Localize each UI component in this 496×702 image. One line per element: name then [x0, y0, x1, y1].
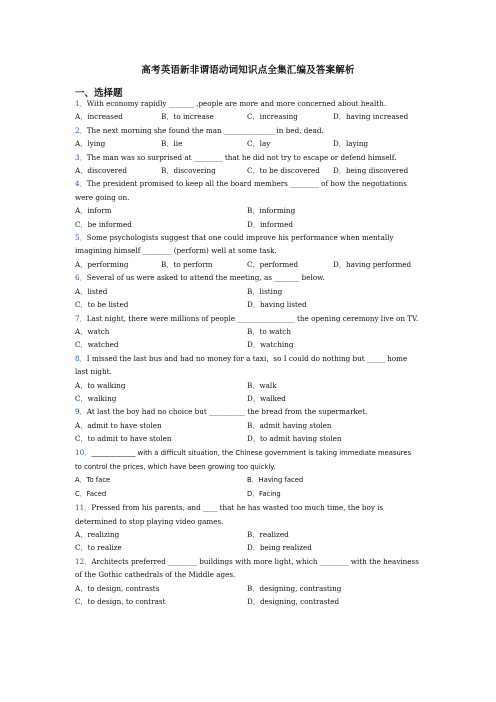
option-a[interactable]: A．inform	[75, 206, 112, 216]
question-number: 8．	[75, 353, 87, 363]
option-d[interactable]: D．informed	[247, 219, 293, 229]
option-b[interactable]: B．to perform	[161, 259, 213, 269]
section-heading: 一、选择题	[75, 88, 123, 99]
option-c[interactable]: C．to be listed	[75, 300, 129, 310]
options-row	[75, 204, 420, 217]
question-9	[75, 405, 420, 418]
question-number: 3．	[75, 152, 87, 162]
question-7	[75, 312, 420, 325]
option-b[interactable]: B．lie	[161, 139, 183, 149]
option-a[interactable]: A．lying	[75, 139, 106, 149]
option-d[interactable]: D．having performed	[333, 259, 412, 269]
question-number: 10．	[75, 447, 92, 457]
options-row	[75, 110, 420, 123]
question-stem: I missed the last bus and had no money for a taxi，so I could do nothing but _____ home last night.	[75, 353, 408, 377]
question-number: 2．	[75, 125, 87, 135]
option-a[interactable]: A．performing	[75, 259, 129, 269]
options-row	[75, 164, 420, 177]
option-d[interactable]: D．having increased	[333, 112, 409, 122]
option-c[interactable]: C．lay	[247, 139, 271, 149]
question-number: 12．	[75, 556, 92, 566]
options-row	[75, 137, 420, 150]
options-row	[75, 432, 420, 445]
question-8	[75, 352, 420, 379]
options-row	[75, 419, 420, 432]
question-stem: _____________ with a difficult situation, the Chinese government is taking immediate measures to control the prices, which have been growing too quickly.	[75, 448, 412, 471]
option-d[interactable]: D．laying	[333, 139, 369, 149]
option-a[interactable]: A．to walking	[75, 380, 126, 390]
option-c[interactable]: C．Faced	[75, 489, 107, 498]
option-b[interactable]: B．admit having stolen	[247, 420, 332, 430]
option-a[interactable]: A．watch	[75, 326, 110, 336]
option-d[interactable]: D．being discovered	[333, 166, 409, 176]
option-d[interactable]: D．Facing	[247, 489, 281, 498]
option-b[interactable]: B．discovering	[161, 166, 216, 176]
question-stem: The man was so surprised at ________ that he did not try to escape or defend himself.	[86, 152, 397, 162]
question-stem: The president promised to keep all the board members ________ of how the negotiations were going on.	[75, 179, 407, 202]
option-a[interactable]: A．increased	[75, 112, 123, 122]
option-a[interactable]: A．admit to have stolen	[75, 420, 162, 430]
question-12	[75, 555, 420, 582]
options-row	[75, 595, 420, 608]
question-number: 7．	[75, 313, 87, 323]
question-2	[75, 124, 420, 137]
option-b[interactable]: B．designing, contrasting	[247, 583, 342, 593]
question-stem: Some psychologists suggest that one could improve his performance when mentally imagining himself ________ (perform) well at some task.	[75, 233, 394, 256]
options-row	[75, 285, 420, 298]
option-c[interactable]: C．be informed	[75, 219, 132, 229]
question-list	[75, 97, 420, 608]
document-title: 高考英语新非谓语动词知识点全集汇编及答案解析	[141, 65, 355, 76]
option-a[interactable]: A．to design, contrasts	[75, 583, 160, 593]
option-c[interactable]: C．to be discovered	[247, 166, 320, 176]
option-b[interactable]: B．to watch	[247, 326, 291, 336]
option-a[interactable]: A．discovered	[75, 166, 127, 176]
options-row	[75, 541, 420, 554]
option-b[interactable]: B．walk	[247, 380, 277, 390]
option-c[interactable]: C．walking	[75, 393, 117, 403]
options-row	[75, 528, 420, 541]
options-row	[75, 338, 420, 351]
option-d[interactable]: D．walked	[247, 393, 286, 403]
option-c[interactable]: C．to design, to contrast	[75, 597, 166, 607]
options-row	[75, 488, 420, 501]
question-number: 6．	[75, 273, 87, 283]
question-5	[75, 231, 420, 258]
option-b[interactable]: B．to increase	[161, 112, 214, 122]
options-row	[75, 474, 420, 487]
option-d[interactable]: D．designing, contrasted	[247, 597, 340, 607]
question-number: 4．	[75, 179, 87, 189]
question-number: 5．	[75, 233, 87, 243]
option-c[interactable]: C．increasing	[247, 112, 298, 122]
question-4	[75, 177, 420, 204]
option-a[interactable]: A．To face	[75, 476, 111, 485]
options-row	[75, 392, 420, 405]
options-row	[75, 379, 420, 392]
question-10	[75, 446, 420, 475]
options-row	[75, 325, 420, 338]
options-row	[75, 298, 420, 311]
question-stem: The next morning she found the man ______________ in bed, dead.	[86, 125, 324, 135]
options-row	[75, 582, 420, 595]
option-c[interactable]: C．performed	[247, 259, 299, 269]
question-number: 1．	[75, 99, 87, 108]
option-d[interactable]: D．having listed	[247, 300, 307, 310]
question-number: 11．	[75, 503, 92, 513]
option-b[interactable]: B．listing	[247, 286, 283, 296]
question-6	[75, 271, 420, 284]
option-b[interactable]: B．Having faced	[247, 476, 304, 485]
option-d[interactable]: D．being realized	[247, 543, 312, 553]
question-stem: Last night, there were millions of people ________________ the opening ceremony live on TV.	[86, 313, 419, 323]
option-a[interactable]: A．realizing	[75, 530, 120, 539]
option-c[interactable]: C．watched	[75, 340, 119, 350]
question-stem: At last the boy had no choice but __________ the bread from the supermarket.	[86, 407, 368, 417]
option-d[interactable]: D．watching	[247, 340, 294, 350]
question-3	[75, 151, 420, 164]
options-row	[75, 258, 420, 271]
question-stem: Several of us were asked to attend the meeting, as _______ below.	[86, 273, 325, 283]
question-stem: Architects preferred ________ buildings with more light, which ________ with the heaviness of the Gothic cathedrals of the Middle ages.	[75, 556, 419, 580]
option-a[interactable]: A．listed	[75, 286, 108, 296]
question-1	[75, 97, 420, 110]
question-stem: With economy rapidly _______ ,people are more and more concerned about health.	[86, 99, 387, 108]
question-11	[75, 501, 420, 528]
question-number: 9．	[75, 407, 87, 417]
option-b[interactable]: B．informing	[247, 206, 296, 216]
option-c[interactable]: C．to realize	[75, 543, 122, 553]
option-c[interactable]: C．to admit to have stolen	[75, 434, 172, 444]
option-d[interactable]: D．to admit having stolen	[247, 434, 342, 444]
question-stem: Pressed from his parents, and ____ that he has wasted too much time, the boy is determined to stop playing video games.	[75, 503, 384, 526]
option-b[interactable]: B．realized	[247, 530, 289, 539]
options-row	[75, 218, 420, 231]
